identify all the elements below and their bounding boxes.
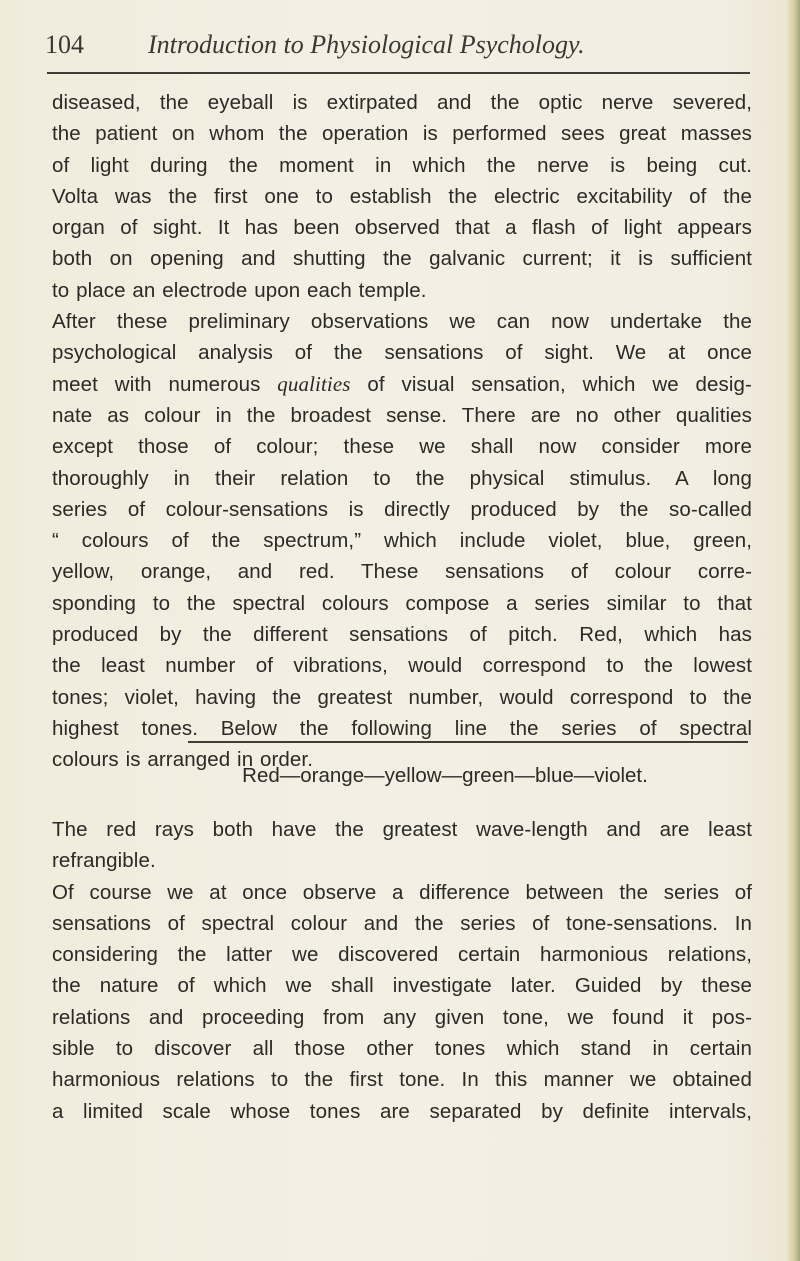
- body-text-lower: [52, 814, 752, 1127]
- page-header: [45, 30, 765, 70]
- section-rule: [188, 741, 748, 743]
- text-line: except those of colour; these we shall now consider more: [52, 435, 752, 459]
- text-line: relations and proceeding from any given tone, we found it pos-: [52, 1005, 752, 1029]
- text-line: thoroughly in their relation to the physical stimulus. A long: [52, 466, 752, 490]
- text-line: both on opening and shutting the galvanic current; it is sufficient: [52, 247, 752, 271]
- text-line: refrangible.: [52, 849, 156, 873]
- text-line: psychological analysis of the sensations of sight. We at once: [52, 341, 752, 365]
- text-line: the least number of vibrations, would correspond to the lowest: [52, 654, 752, 678]
- page-edge: [786, 0, 800, 1261]
- emphasis-qualities: qualities: [277, 371, 351, 396]
- text-line: “ colours of the spectrum,” which include violet, blue, green,: [52, 529, 752, 553]
- text-line: yellow, orange, and red. These sensations of colour corre-: [52, 560, 752, 584]
- text-line: the patient on whom the operation is performed sees great masses: [52, 122, 752, 146]
- text-line: the nature of which we shall investigate later. Guided by these: [52, 974, 752, 998]
- text-span: of visual sensation, which we desig-: [350, 372, 752, 396]
- text-line: After these preliminary observations we can now undertake the: [52, 310, 752, 334]
- text-line: The red rays both have the greatest wave-length and are least: [52, 818, 752, 841]
- text-line: highest tones. Below the following line the series of spectral: [52, 716, 752, 740]
- text-line: harmonious relations to the first tone. In this manner we obtained: [52, 1068, 752, 1092]
- spectral-series-line: Red—orange—yellow—green—blue—violet.: [242, 764, 648, 787]
- text-line: a limited scale whose tones are separated by definite intervals,: [52, 1099, 752, 1123]
- text-span: meet with numerous: [52, 372, 278, 396]
- text-line: diseased, the eyeball is extirpated and the optic nerve severed,: [52, 91, 752, 114]
- text-line: of light during the moment in which the nerve is being cut.: [52, 153, 752, 177]
- text-line: [52, 369, 752, 400]
- text-line: to place an electrode upon each temple.: [52, 278, 427, 302]
- running-title: Introduction to Physiological Psychology.: [148, 30, 585, 59]
- text-line: tones; violet, having the greatest number, would correspond to the: [52, 685, 752, 709]
- text-line: sponding to the spectral colours compose a series similar to that: [52, 591, 752, 615]
- body-text-upper: [52, 87, 752, 776]
- text-line: colours is arranged in order.: [52, 748, 314, 772]
- text-line: nate as colour in the broadest sense. There are no other qualities: [52, 403, 752, 427]
- text-line: sensations of spectral colour and the series of tone-sensations. In: [52, 911, 752, 935]
- text-line: considering the latter we discovered certain harmonious relations,: [52, 943, 752, 967]
- text-line: produced by the different sensations of pitch. Red, which has: [52, 623, 752, 647]
- text-line: Volta was the first one to establish the electric excitability of the: [52, 184, 752, 208]
- text-line: Of course we at once observe a difference between the series of: [52, 880, 752, 904]
- header-rule: [47, 72, 750, 74]
- text-line: sible to discover all those other tones which stand in certain: [52, 1037, 752, 1061]
- page-number: 104: [45, 30, 84, 59]
- text-line: organ of sight. It has been observed that a flash of light appears: [52, 216, 752, 240]
- text-line: series of colour-sensations is directly produced by the so-called: [52, 497, 752, 521]
